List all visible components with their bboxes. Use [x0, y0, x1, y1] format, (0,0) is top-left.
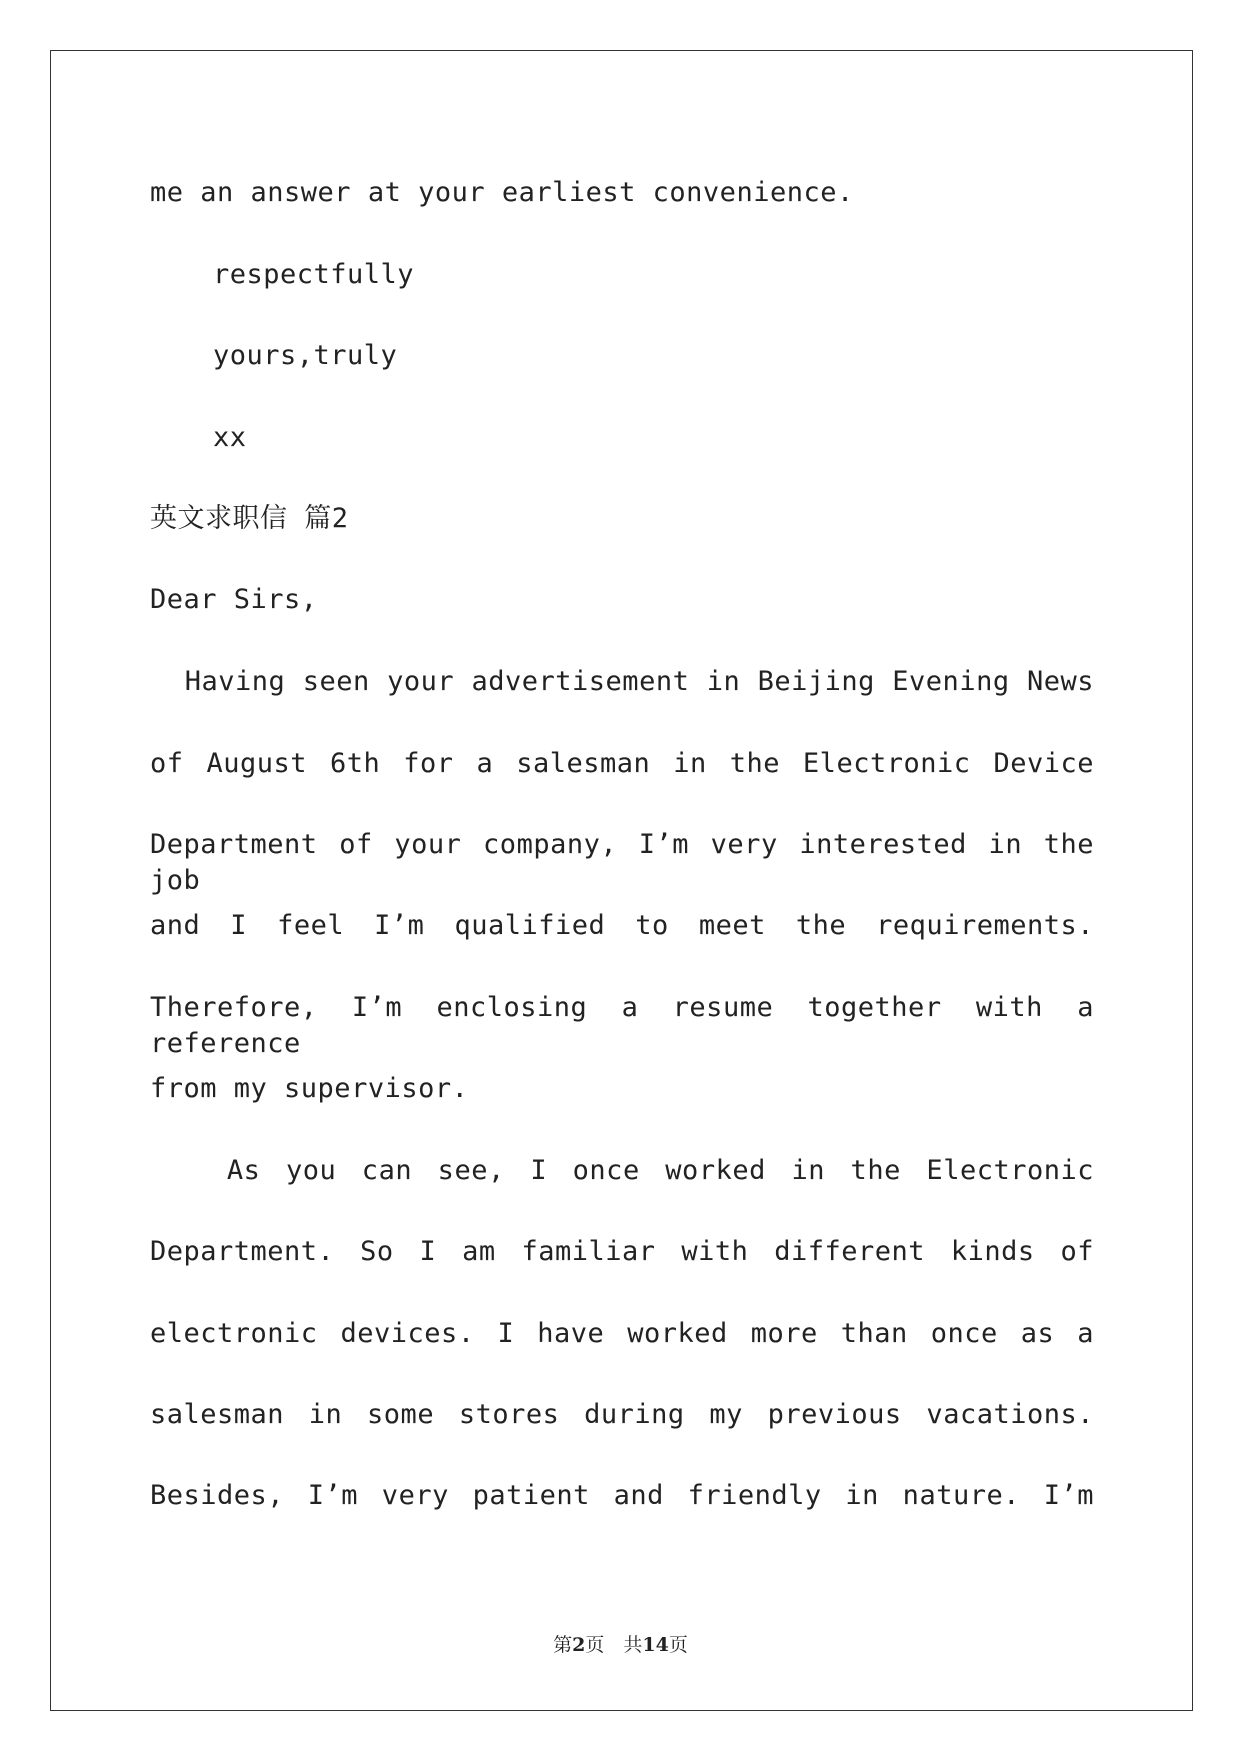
- footer-prefix: 第: [553, 1634, 573, 1656]
- body-line: of August 6th for a salesman in the Electronic Device: [150, 748, 1094, 779]
- page-footer: [0, 1630, 1241, 1657]
- closing-respectfully: respectfully: [213, 259, 415, 290]
- body-line: electronic devices. I have worked more than once as a: [150, 1318, 1094, 1349]
- salutation: Dear Sirs,: [150, 584, 318, 615]
- body-line: and I feel I’m qualified to meet the requirements.: [150, 910, 1094, 941]
- body-line: As you can see, I once worked in the Electronic: [150, 1155, 1094, 1186]
- closing-yours-truly: yours,truly: [213, 340, 398, 371]
- body-line: Therefore, I’m enclosing a resume together with a reference: [150, 992, 1094, 1059]
- footer-mid: 页 共: [585, 1634, 643, 1656]
- body-line: me an answer at your earliest convenience.: [150, 177, 854, 208]
- signature-name: xx: [213, 422, 247, 453]
- section-heading: 英文求职信 篇2: [150, 503, 349, 534]
- footer-page-number: 2: [572, 1634, 586, 1656]
- body-line: Besides, I’m very patient and friendly in nature. I’m: [150, 1480, 1094, 1511]
- footer-total-pages: 14: [642, 1634, 669, 1656]
- body-line: from my supervisor.: [150, 1073, 469, 1104]
- body-line: Department. So I am familiar with different kinds of: [150, 1236, 1094, 1267]
- body-line: salesman in some stores during my previous vacations.: [150, 1399, 1094, 1430]
- footer-suffix: 页: [668, 1634, 688, 1656]
- body-line: Department of your company, I’m very interested in the job: [150, 829, 1094, 896]
- body-line: Having seen your advertisement in Beijing Evening News: [150, 666, 1094, 697]
